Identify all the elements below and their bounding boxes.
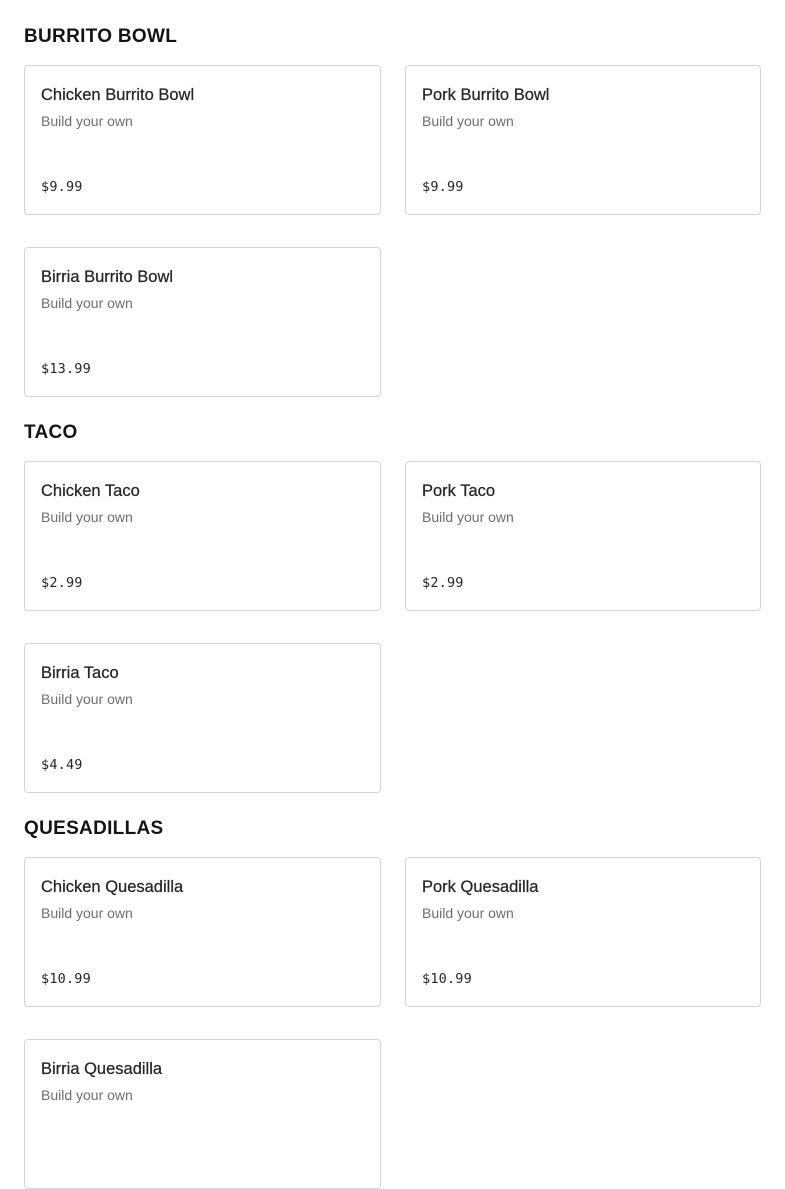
menu-item-price: $13.99 [41,361,91,377]
menu-item-name: Pork Quesadilla [422,878,539,896]
menu-item-birria-quesadilla[interactable] [24,1039,381,1189]
menu-item-description: Build your own [41,1087,133,1103]
menu-item-chicken-burrito-bowl[interactable] [24,65,381,215]
menu-item-name: Birria Taco [41,664,119,682]
menu-item-price: $9.99 [41,179,83,195]
menu-item-chicken-quesadilla[interactable] [24,857,381,1007]
menu-item-birria-burrito-bowl[interactable] [24,247,381,397]
menu-item-pork-taco[interactable] [405,461,761,611]
menu-item-description: Build your own [41,905,133,921]
menu-item-price: $4.49 [41,757,83,773]
section-title-taco: TACO [24,422,78,443]
menu-item-description: Build your own [41,113,133,129]
menu-item-description: Build your own [422,509,514,525]
menu-item-price: $10.99 [41,971,91,987]
menu-item-price: $10.99 [422,971,472,987]
menu-item-name: Birria Burrito Bowl [41,268,174,286]
menu-item-description: Build your own [41,295,133,311]
menu-item-name: Birria Quesadilla [41,1060,163,1078]
menu-item-description: Build your own [422,113,514,129]
menu-item-chicken-taco[interactable] [24,461,381,611]
menu-item-price: $9.99 [422,179,464,195]
menu-item-description: Build your own [41,509,133,525]
section-title-quesadillas: QUESADILLAS [24,818,164,839]
section-title-burrito-bowl: BURRITO BOWL [24,26,178,47]
menu-item-description: Build your own [41,691,133,707]
menu-item-name: Pork Burrito Bowl [422,86,550,104]
menu-item-birria-taco[interactable] [24,643,381,793]
menu-item-name: Pork Taco [422,482,496,500]
menu-item-price: $2.99 [41,575,83,591]
menu-item-pork-quesadilla[interactable] [405,857,761,1007]
menu-item-name: Chicken Taco [41,482,140,500]
menu-item-pork-burrito-bowl[interactable] [405,65,761,215]
menu-item-price: $2.99 [422,575,464,591]
menu-item-name: Chicken Burrito Bowl [41,86,195,104]
menu-item-name: Chicken Quesadilla [41,878,184,896]
menu-item-description: Build your own [422,905,514,921]
